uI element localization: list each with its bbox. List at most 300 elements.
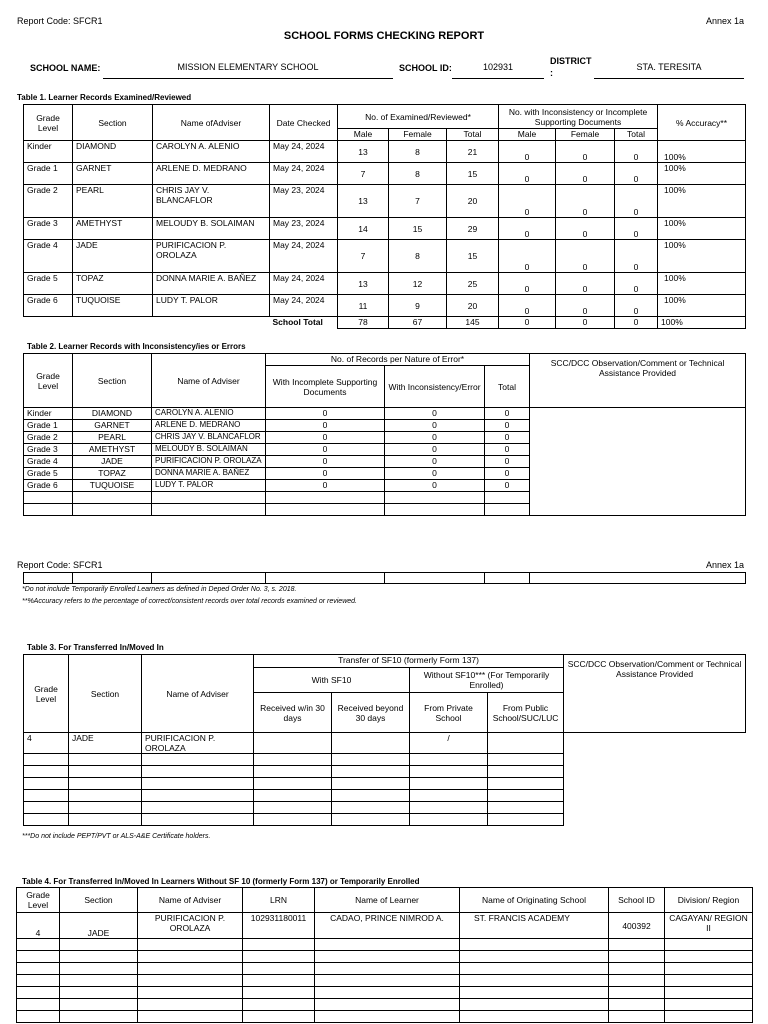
- empty-cell: [460, 987, 609, 999]
- table2: [23, 353, 746, 516]
- table-row: [24, 754, 746, 766]
- t1-section: DIAMOND: [73, 141, 153, 163]
- t1-head-male: Male: [338, 129, 389, 141]
- t1-grade: Grade 2: [24, 185, 73, 218]
- empty-cell: [60, 1011, 138, 1023]
- table-row: [24, 790, 746, 802]
- t3-row-beyond30: [332, 733, 410, 754]
- empty-cell: [254, 802, 332, 814]
- empty-cell: [332, 766, 410, 778]
- empty-cell: [460, 975, 609, 987]
- empty-cell: [410, 790, 488, 802]
- table-row: [17, 963, 753, 975]
- t1-adviser: MELOUDY B. SOLAIMAN: [153, 218, 270, 240]
- table-row: [24, 273, 746, 295]
- empty-cell: [24, 504, 73, 516]
- district-colon: :: [550, 68, 553, 78]
- t3-head-observation: SCC/DCC Observation/Comment or Technical Assistance Provided: [564, 655, 746, 733]
- table-row: [24, 814, 746, 826]
- t4-head-section: Section: [60, 888, 138, 913]
- t1-inc-female: 0: [556, 185, 615, 218]
- t1-adviser: CHRIS JAY V. BLANCAFLOR: [153, 185, 270, 218]
- empty-cell: [665, 1011, 753, 1023]
- empty-cell: [254, 778, 332, 790]
- note-1: *Do not include Temporarily Enrolled Learners as defined in Deped Order No. 3, s. 2018.: [22, 586, 297, 593]
- t2-inconsistency: 0: [385, 468, 485, 480]
- empty-cell: [609, 963, 665, 975]
- empty-cell: [254, 814, 332, 826]
- empty-cell: [24, 778, 69, 790]
- empty-cell: [488, 766, 564, 778]
- note-2: **%Accuracy refers to the percentage of correct/consistent records over total records examined or reviewed.: [22, 598, 357, 605]
- t2-adviser: ARLENE D. MEDRANO: [152, 420, 266, 432]
- empty-cell: [332, 802, 410, 814]
- empty-cell: [488, 802, 564, 814]
- empty-cell: [488, 778, 564, 790]
- t1-inc-total: 0: [615, 218, 658, 240]
- t1-male: 13: [338, 273, 389, 295]
- empty-cell: [315, 999, 460, 1011]
- t1-head-examined: No. of Examined/Reviewed*: [338, 105, 499, 129]
- t1-inc-male: 0: [499, 218, 556, 240]
- t1-date: May 23, 2024: [270, 185, 338, 218]
- t2-head-section: Section: [73, 354, 152, 408]
- empty-cell: [138, 1011, 243, 1023]
- t1-accuracy: 100%: [658, 141, 746, 163]
- empty-cell: [69, 778, 142, 790]
- table4: [16, 887, 753, 1023]
- empty-cell: [609, 987, 665, 999]
- t1-inc-total: 0: [615, 295, 658, 317]
- t3-row-grade: 4: [24, 733, 69, 754]
- t2-head-observation: SCC/DCC Observation/Comment or Technical Assistance Provided: [530, 354, 746, 408]
- t2-grade: Grade 4: [24, 456, 73, 468]
- annex-label-2: Annex 1a: [706, 560, 745, 570]
- t1-total-inc-female: 0: [556, 317, 615, 329]
- empty-cell: [69, 814, 142, 826]
- t1-grade: Grade 6: [24, 295, 73, 317]
- empty-cell: [142, 790, 254, 802]
- t1-female: 9: [389, 295, 447, 317]
- empty-cell: [142, 814, 254, 826]
- table-row: [24, 802, 746, 814]
- t2-total: 0: [485, 420, 530, 432]
- t1-total: 20: [447, 185, 499, 218]
- empty-cell: [243, 963, 315, 975]
- table3: [23, 654, 746, 826]
- t1-grade: Grade 5: [24, 273, 73, 295]
- empty-cell: [266, 492, 385, 504]
- t3-row-private: /: [410, 733, 488, 754]
- t2-head-nature: No. of Records per Nature of Error*: [266, 354, 530, 366]
- school-name-value: MISSION ELEMENTARY SCHOOL: [103, 62, 393, 79]
- t2-adviser: DONNA MARIE A. BAÑEZ: [152, 468, 266, 480]
- empty-cell: [60, 999, 138, 1011]
- empty-cell: [138, 939, 243, 951]
- t1-female: 8: [389, 141, 447, 163]
- t2-incomplete: 0: [266, 432, 385, 444]
- t1-female: 12: [389, 273, 447, 295]
- district-value: STA. TERESITA: [594, 62, 744, 79]
- empty-cell: [60, 975, 138, 987]
- table-row: [17, 951, 753, 963]
- empty-cell: [485, 492, 530, 504]
- t4-head-division: Division/ Region: [665, 888, 753, 913]
- t1-male: 7: [338, 240, 389, 273]
- t1-female: 8: [389, 163, 447, 185]
- t1-total-accuracy: 100%: [658, 317, 746, 329]
- t3-row-public: [488, 733, 564, 754]
- t1-inc-male: 0: [499, 163, 556, 185]
- t2-incomplete: 0: [266, 408, 385, 420]
- t1-grade: Grade 1: [24, 163, 73, 185]
- table-row: [17, 987, 753, 999]
- t2-adviser: CHRIS JAY V. BLANCAFLOR: [152, 432, 266, 444]
- table3-caption: Table 3. For Transferred In/Moved In: [27, 643, 164, 652]
- empty-cell: [315, 963, 460, 975]
- t3-head-transfer: Transfer of SF10 (formerly Form 137): [254, 655, 564, 668]
- t4-head-adviser: Name of Adviser: [138, 888, 243, 913]
- t2-grade: Grade 2: [24, 432, 73, 444]
- empty-cell: [138, 963, 243, 975]
- t1-inc-female: 0: [556, 141, 615, 163]
- t2-incomplete: 0: [266, 480, 385, 492]
- t2-section: PEARL: [73, 432, 152, 444]
- empty-cell: [460, 963, 609, 975]
- t1-inc-total: 0: [615, 273, 658, 295]
- t2-head-grade: Grade Level: [24, 354, 73, 408]
- t2-incomplete: 0: [266, 456, 385, 468]
- t3-head-within30: Received w/in 30 days: [254, 693, 332, 733]
- t3-head-private: From Private School: [410, 693, 488, 733]
- t1-section: PEARL: [73, 185, 153, 218]
- t2-head-incomplete: With Incomplete Supporting Documents: [266, 366, 385, 408]
- t2-inconsistency: 0: [385, 432, 485, 444]
- t1-female: 7: [389, 185, 447, 218]
- t1-head-accuracy: % Accuracy**: [658, 105, 746, 141]
- table-row: [24, 163, 746, 185]
- t1-inc-total: 0: [615, 185, 658, 218]
- school-id-label: SCHOOL ID:: [399, 63, 452, 73]
- empty-cell: [460, 951, 609, 963]
- t1-date: May 24, 2024: [270, 295, 338, 317]
- t2-total: 0: [485, 432, 530, 444]
- t2-adviser: LUDY T. PALOR: [152, 480, 266, 492]
- empty-cell: [138, 975, 243, 987]
- empty-cell: [17, 999, 60, 1011]
- empty-cell: [385, 492, 485, 504]
- t2-inconsistency: 0: [385, 408, 485, 420]
- t1-date: May 24, 2024: [270, 141, 338, 163]
- t3-row-within30: [254, 733, 332, 754]
- empty-cell: [665, 975, 753, 987]
- empty-cell: [243, 975, 315, 987]
- t1-total: 15: [447, 163, 499, 185]
- t4-row-grade: 4: [17, 913, 60, 939]
- t1-head-date: Date Checked: [270, 105, 338, 141]
- table-row: [24, 185, 746, 218]
- t1-inc-female: 0: [556, 273, 615, 295]
- t1-accuracy: 100%: [658, 163, 746, 185]
- empty-cell: [24, 766, 69, 778]
- t1-total-total: 145: [447, 317, 499, 329]
- empty-cell: [665, 951, 753, 963]
- t1-inc-male: 0: [499, 185, 556, 218]
- empty-cell: [665, 939, 753, 951]
- t3-head-without-sf10: Without SF10*** (For Temporarily Enrolled): [410, 668, 564, 693]
- t2-incomplete: 0: [266, 444, 385, 456]
- empty-cell: [17, 987, 60, 999]
- t1-female: 15: [389, 218, 447, 240]
- empty-cell: [609, 951, 665, 963]
- t1-adviser: PURIFICACION P. OROLAZA: [153, 240, 270, 273]
- table1: [23, 104, 746, 329]
- empty-cell: [609, 975, 665, 987]
- table-row: [17, 1011, 753, 1023]
- t3-head-beyond30: Received beyond 30 days: [332, 693, 410, 733]
- t4-row-division: CAGAYAN/ REGION II: [665, 913, 753, 939]
- t1-head-inc-total: Total: [615, 129, 658, 141]
- t2-grade: Grade 6: [24, 480, 73, 492]
- empty-cell: [60, 939, 138, 951]
- t2-incomplete: 0: [266, 468, 385, 480]
- t1-total-inc-male: 0: [499, 317, 556, 329]
- empty-cell: [485, 504, 530, 516]
- t1-inc-total: 0: [615, 240, 658, 273]
- empty-cell: [73, 504, 152, 516]
- empty-cell: [17, 963, 60, 975]
- t2-section: TOPAZ: [73, 468, 152, 480]
- t1-section: TOPAZ: [73, 273, 153, 295]
- t4-head-school-id: School ID: [609, 888, 665, 913]
- empty-cell: [410, 814, 488, 826]
- table1-caption: Table 1. Learner Records Examined/Reviewed: [17, 93, 192, 102]
- t4-row-origin: ST. FRANCIS ACADEMY: [460, 913, 609, 939]
- empty-cell: [488, 790, 564, 802]
- empty-cell: [243, 999, 315, 1011]
- empty-cell: [24, 790, 69, 802]
- t1-head-inc-male: Male: [499, 129, 556, 141]
- empty-cell: [410, 754, 488, 766]
- table-row: [24, 408, 746, 420]
- t1-total: 25: [447, 273, 499, 295]
- empty-cell: [152, 504, 266, 516]
- empty-cell: [332, 754, 410, 766]
- t4-head-lrn: LRN: [243, 888, 315, 913]
- t2-section: AMETHYST: [73, 444, 152, 456]
- t1-accuracy: 100%: [658, 185, 746, 218]
- empty-cell: [332, 778, 410, 790]
- t1-accuracy: 100%: [658, 295, 746, 317]
- district-label: DISTRICT: [550, 56, 592, 66]
- t4-head-learner: Name of Learner: [315, 888, 460, 913]
- empty-cell: [488, 754, 564, 766]
- empty-cell: [69, 790, 142, 802]
- empty-cell: [142, 778, 254, 790]
- empty-cell: [243, 939, 315, 951]
- empty-cell: [142, 754, 254, 766]
- table-row: [24, 778, 746, 790]
- t2-total: 0: [485, 444, 530, 456]
- t1-head-grade: Grade Level: [24, 105, 73, 141]
- t1-head-adviser: Name ofAdviser: [153, 105, 270, 141]
- empty-cell: [24, 814, 69, 826]
- t1-accuracy: 100%: [658, 240, 746, 273]
- empty-cell: [410, 766, 488, 778]
- empty-cell: [332, 790, 410, 802]
- empty-cell: [69, 766, 142, 778]
- t1-head-section: Section: [73, 105, 153, 141]
- t1-date: May 24, 2024: [270, 163, 338, 185]
- carry-over-row: [23, 572, 746, 584]
- t1-total: 21: [447, 141, 499, 163]
- empty-cell: [460, 939, 609, 951]
- table-row: [24, 295, 746, 317]
- page-title: SCHOOL FORMS CHECKING REPORT: [283, 30, 485, 42]
- empty-cell: [460, 1011, 609, 1023]
- empty-cell: [266, 504, 385, 516]
- t1-adviser: DONNA MARIE A. BAÑEZ: [153, 273, 270, 295]
- t2-head-adviser: Name of Adviser: [152, 354, 266, 408]
- t2-grade: Grade 3: [24, 444, 73, 456]
- t2-grade: Grade 1: [24, 420, 73, 432]
- t4-head-origin: Name of Originating School: [460, 888, 609, 913]
- table-row: [24, 141, 746, 163]
- t1-female: 8: [389, 240, 447, 273]
- t1-male: 13: [338, 185, 389, 218]
- empty-cell: [69, 754, 142, 766]
- t1-grade: Grade 3: [24, 218, 73, 240]
- t2-adviser: MELOUDY B. SOLAIMAN: [152, 444, 266, 456]
- t2-adviser: CAROLYN A. ALENIO: [152, 408, 266, 420]
- t1-male: 13: [338, 141, 389, 163]
- empty-cell: [609, 939, 665, 951]
- t1-section: GARNET: [73, 163, 153, 185]
- t3-head-with-sf10: With SF10: [254, 668, 410, 693]
- t1-male: 11: [338, 295, 389, 317]
- t1-inc-total: 0: [615, 141, 658, 163]
- empty-cell: [460, 999, 609, 1011]
- empty-cell: [60, 951, 138, 963]
- t1-accuracy: 100%: [658, 273, 746, 295]
- empty-cell: [24, 492, 73, 504]
- school-id-value: 102931: [452, 62, 544, 79]
- table-row: [24, 766, 746, 778]
- t2-grade: Kinder: [24, 408, 73, 420]
- empty-cell: [60, 963, 138, 975]
- empty-cell: [665, 987, 753, 999]
- empty-cell: [315, 987, 460, 999]
- t3-observation-cell: [564, 733, 746, 754]
- t1-date: May 23, 2024: [270, 218, 338, 240]
- t2-total: 0: [485, 408, 530, 420]
- t2-adviser: PURIFICACION P. OROLAZA: [152, 456, 266, 468]
- t1-total-female: 67: [389, 317, 447, 329]
- t1-inc-male: 0: [499, 240, 556, 273]
- t2-total: 0: [485, 468, 530, 480]
- t3-head-public: From Public School/SUC/LUC: [488, 693, 564, 733]
- table4-caption: Table 4. For Transferred In/Moved In Learners Without SF 10 (formerly Form 137) or Temporarily Enrolled: [22, 877, 420, 886]
- t1-total: 20: [447, 295, 499, 317]
- empty-cell: [385, 504, 485, 516]
- t1-male: 14: [338, 218, 389, 240]
- empty-cell: [315, 951, 460, 963]
- t1-grade: Grade 4: [24, 240, 73, 273]
- t4-head-grade: Grade Level: [17, 888, 60, 913]
- t3-row-adviser: PURIFICACION P. OROLAZA: [142, 733, 254, 754]
- report-code-2: Report Code: SFCR1: [17, 560, 103, 570]
- t2-section: TUQUOISE: [73, 480, 152, 492]
- empty-cell: [315, 975, 460, 987]
- empty-cell: [243, 987, 315, 999]
- empty-cell: [488, 814, 564, 826]
- empty-cell: [24, 802, 69, 814]
- t2-inconsistency: 0: [385, 420, 485, 432]
- t4-row-school-id: 400392: [609, 913, 665, 939]
- t2-total: 0: [485, 480, 530, 492]
- empty-cell: [138, 987, 243, 999]
- empty-cell: [243, 951, 315, 963]
- t2-inconsistency: 0: [385, 456, 485, 468]
- empty-cell: [254, 766, 332, 778]
- empty-cell: [243, 1011, 315, 1023]
- t1-inc-male: 0: [499, 273, 556, 295]
- t1-total: 15: [447, 240, 499, 273]
- empty-cell: [69, 802, 142, 814]
- annex-label: Annex 1a: [706, 16, 745, 26]
- t1-section: TUQUOISE: [73, 295, 153, 317]
- t1-inc-female: 0: [556, 240, 615, 273]
- empty-cell: [665, 999, 753, 1011]
- empty-cell: [138, 951, 243, 963]
- t4-row-lrn: 102931180011: [243, 913, 315, 939]
- empty-cell: [17, 1011, 60, 1023]
- school-name-label: SCHOOL NAME:: [30, 63, 101, 73]
- t1-section: JADE: [73, 240, 153, 273]
- empty-cell: [315, 1011, 460, 1023]
- t2-total: 0: [485, 456, 530, 468]
- t4-row-adviser: PURIFICACION P. OROLAZA: [138, 913, 243, 939]
- empty-cell: [332, 814, 410, 826]
- note-3: ***Do not include PEPT/PVT or ALS-A&E Certificate holders.: [22, 833, 211, 840]
- t4-row-section: JADE: [60, 913, 138, 939]
- table-row: [17, 999, 753, 1011]
- empty-cell: [152, 492, 266, 504]
- t1-adviser: CAROLYN A. ALENIO: [153, 141, 270, 163]
- t2-section: DIAMOND: [73, 408, 152, 420]
- table-row: [24, 218, 746, 240]
- empty-cell: [17, 975, 60, 987]
- t3-head-grade: Grade Level: [24, 655, 69, 733]
- t1-total: 29: [447, 218, 499, 240]
- empty-cell: [410, 802, 488, 814]
- t1-inc-female: 0: [556, 218, 615, 240]
- t1-total-label: School Total: [272, 317, 323, 327]
- empty-cell: [410, 778, 488, 790]
- t1-head-inconsistency: No. with Inconsistency or Incomplete Supporting Documents: [499, 105, 658, 129]
- t3-head-section: Section: [69, 655, 142, 733]
- empty-cell: [609, 1011, 665, 1023]
- t1-head-total: Total: [447, 129, 499, 141]
- empty-cell: [609, 999, 665, 1011]
- t3-head-adviser: Name of Adviser: [142, 655, 254, 733]
- empty-cell: [254, 754, 332, 766]
- t2-section: GARNET: [73, 420, 152, 432]
- empty-cell: [142, 802, 254, 814]
- t2-section: JADE: [73, 456, 152, 468]
- empty-cell: [665, 963, 753, 975]
- t1-inc-total: 0: [615, 163, 658, 185]
